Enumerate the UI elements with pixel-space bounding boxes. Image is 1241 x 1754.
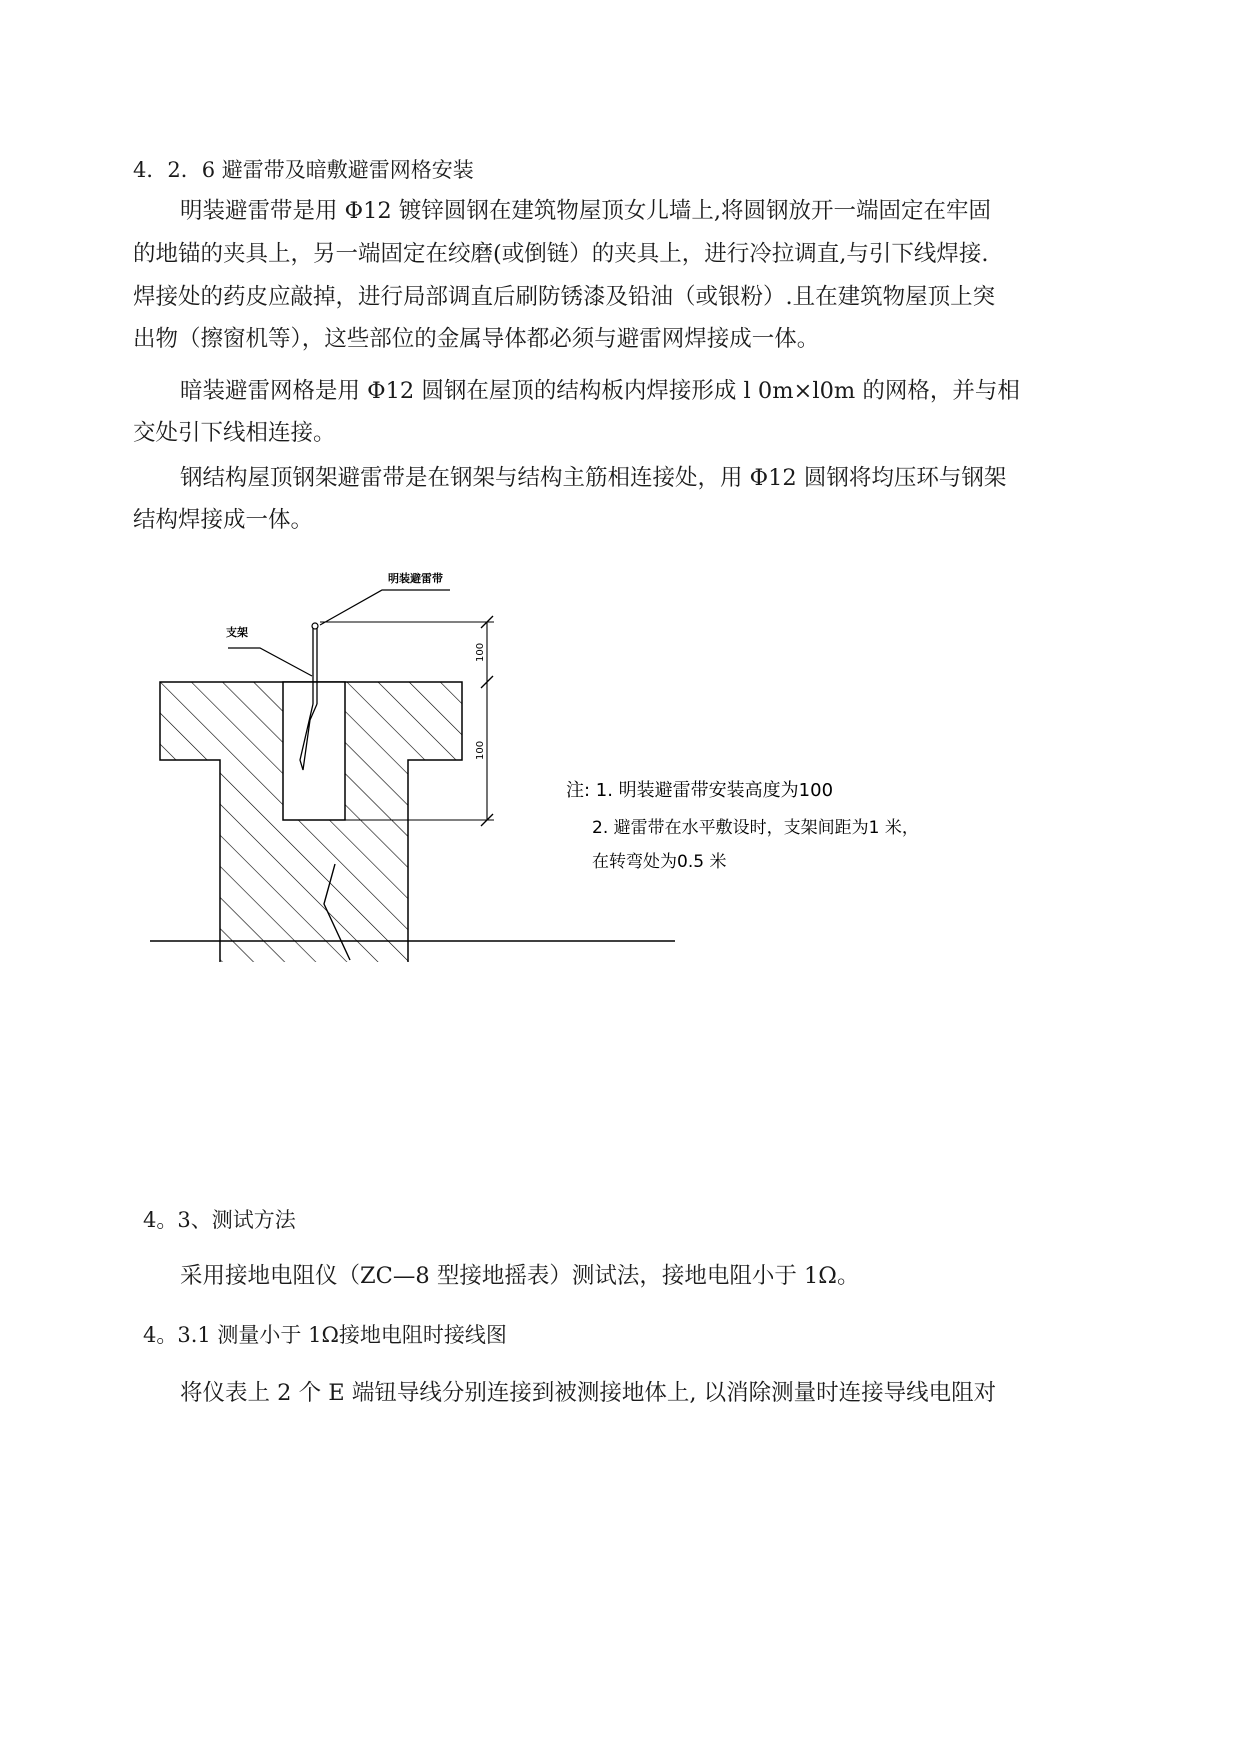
paragraph-line: 暗装避雷网格是用 Φ12 圆钢在屋顶的结构板内焊接形成 l 0m×l0m 的网格，并与相 (180, 378, 1020, 404)
paragraph-line: 交处引下线相连接。 (133, 420, 336, 446)
note-1: 注: 1. 明装避雷带安装高度为100 (566, 780, 834, 801)
dim-top-label: 100 (475, 642, 486, 662)
note-3: 在转弯处为0.5 米 (592, 852, 727, 872)
section-heading-426: 4．2．6 避雷带及暗敷避雷网格安装 (133, 158, 474, 182)
paragraph-line: 采用接地电阻仪（ZC—8 型接地摇表）测试法，接地电阻小于 1Ω。 (180, 1263, 860, 1289)
label-strip: 明装避雷带 (388, 572, 443, 585)
paragraph-line: 焊接处的药皮应敲掉，进行局部调直后刷防锈漆及铅油（或银粉）.且在建筑物屋顶上突 (133, 284, 996, 310)
paragraph-line: 出物（擦窗机等），这些部位的金属导体都必须与避雷网焊接成一体。 (133, 326, 820, 352)
section-heading-43: 4。3、测试方法 (143, 1208, 296, 1232)
label-bracket: 支架 (226, 626, 248, 639)
lightning-strip-installation-figure (160, 572, 920, 1080)
paragraph-line: 明装避雷带是用 Φ12 镀锌圆钢在建筑物屋顶女儿墙上,将圆钢放开一端固定在牢固 (180, 198, 992, 224)
paragraph-line: 将仪表上 2 个 E 端钮导线分别连接到被测接地体上, 以消除测量时连接导线电阻对 (180, 1380, 997, 1406)
parapet-wall-section (160, 680, 470, 970)
paragraph-line: 结构焊接成一体。 (133, 507, 314, 533)
paragraph-line: 钢结构屋顶钢架避雷带是在钢架与结构主筋相连接处，用 Φ12 圆钢将均压环与钢架 (180, 465, 1007, 491)
note-2: 2. 避雷带在水平敷设时，支架间距为1 米， (592, 818, 919, 838)
section-heading-431: 4。3.1 测量小于 1Ω接地电阻时接线图 (143, 1323, 507, 1347)
dim-bottom-label: 100 (475, 740, 486, 760)
paragraph-line: 的地锚的夹具上，另一端固定在绞磨(或倒链）的夹具上，进行冷拉调直,与引下线焊接. (133, 241, 989, 267)
